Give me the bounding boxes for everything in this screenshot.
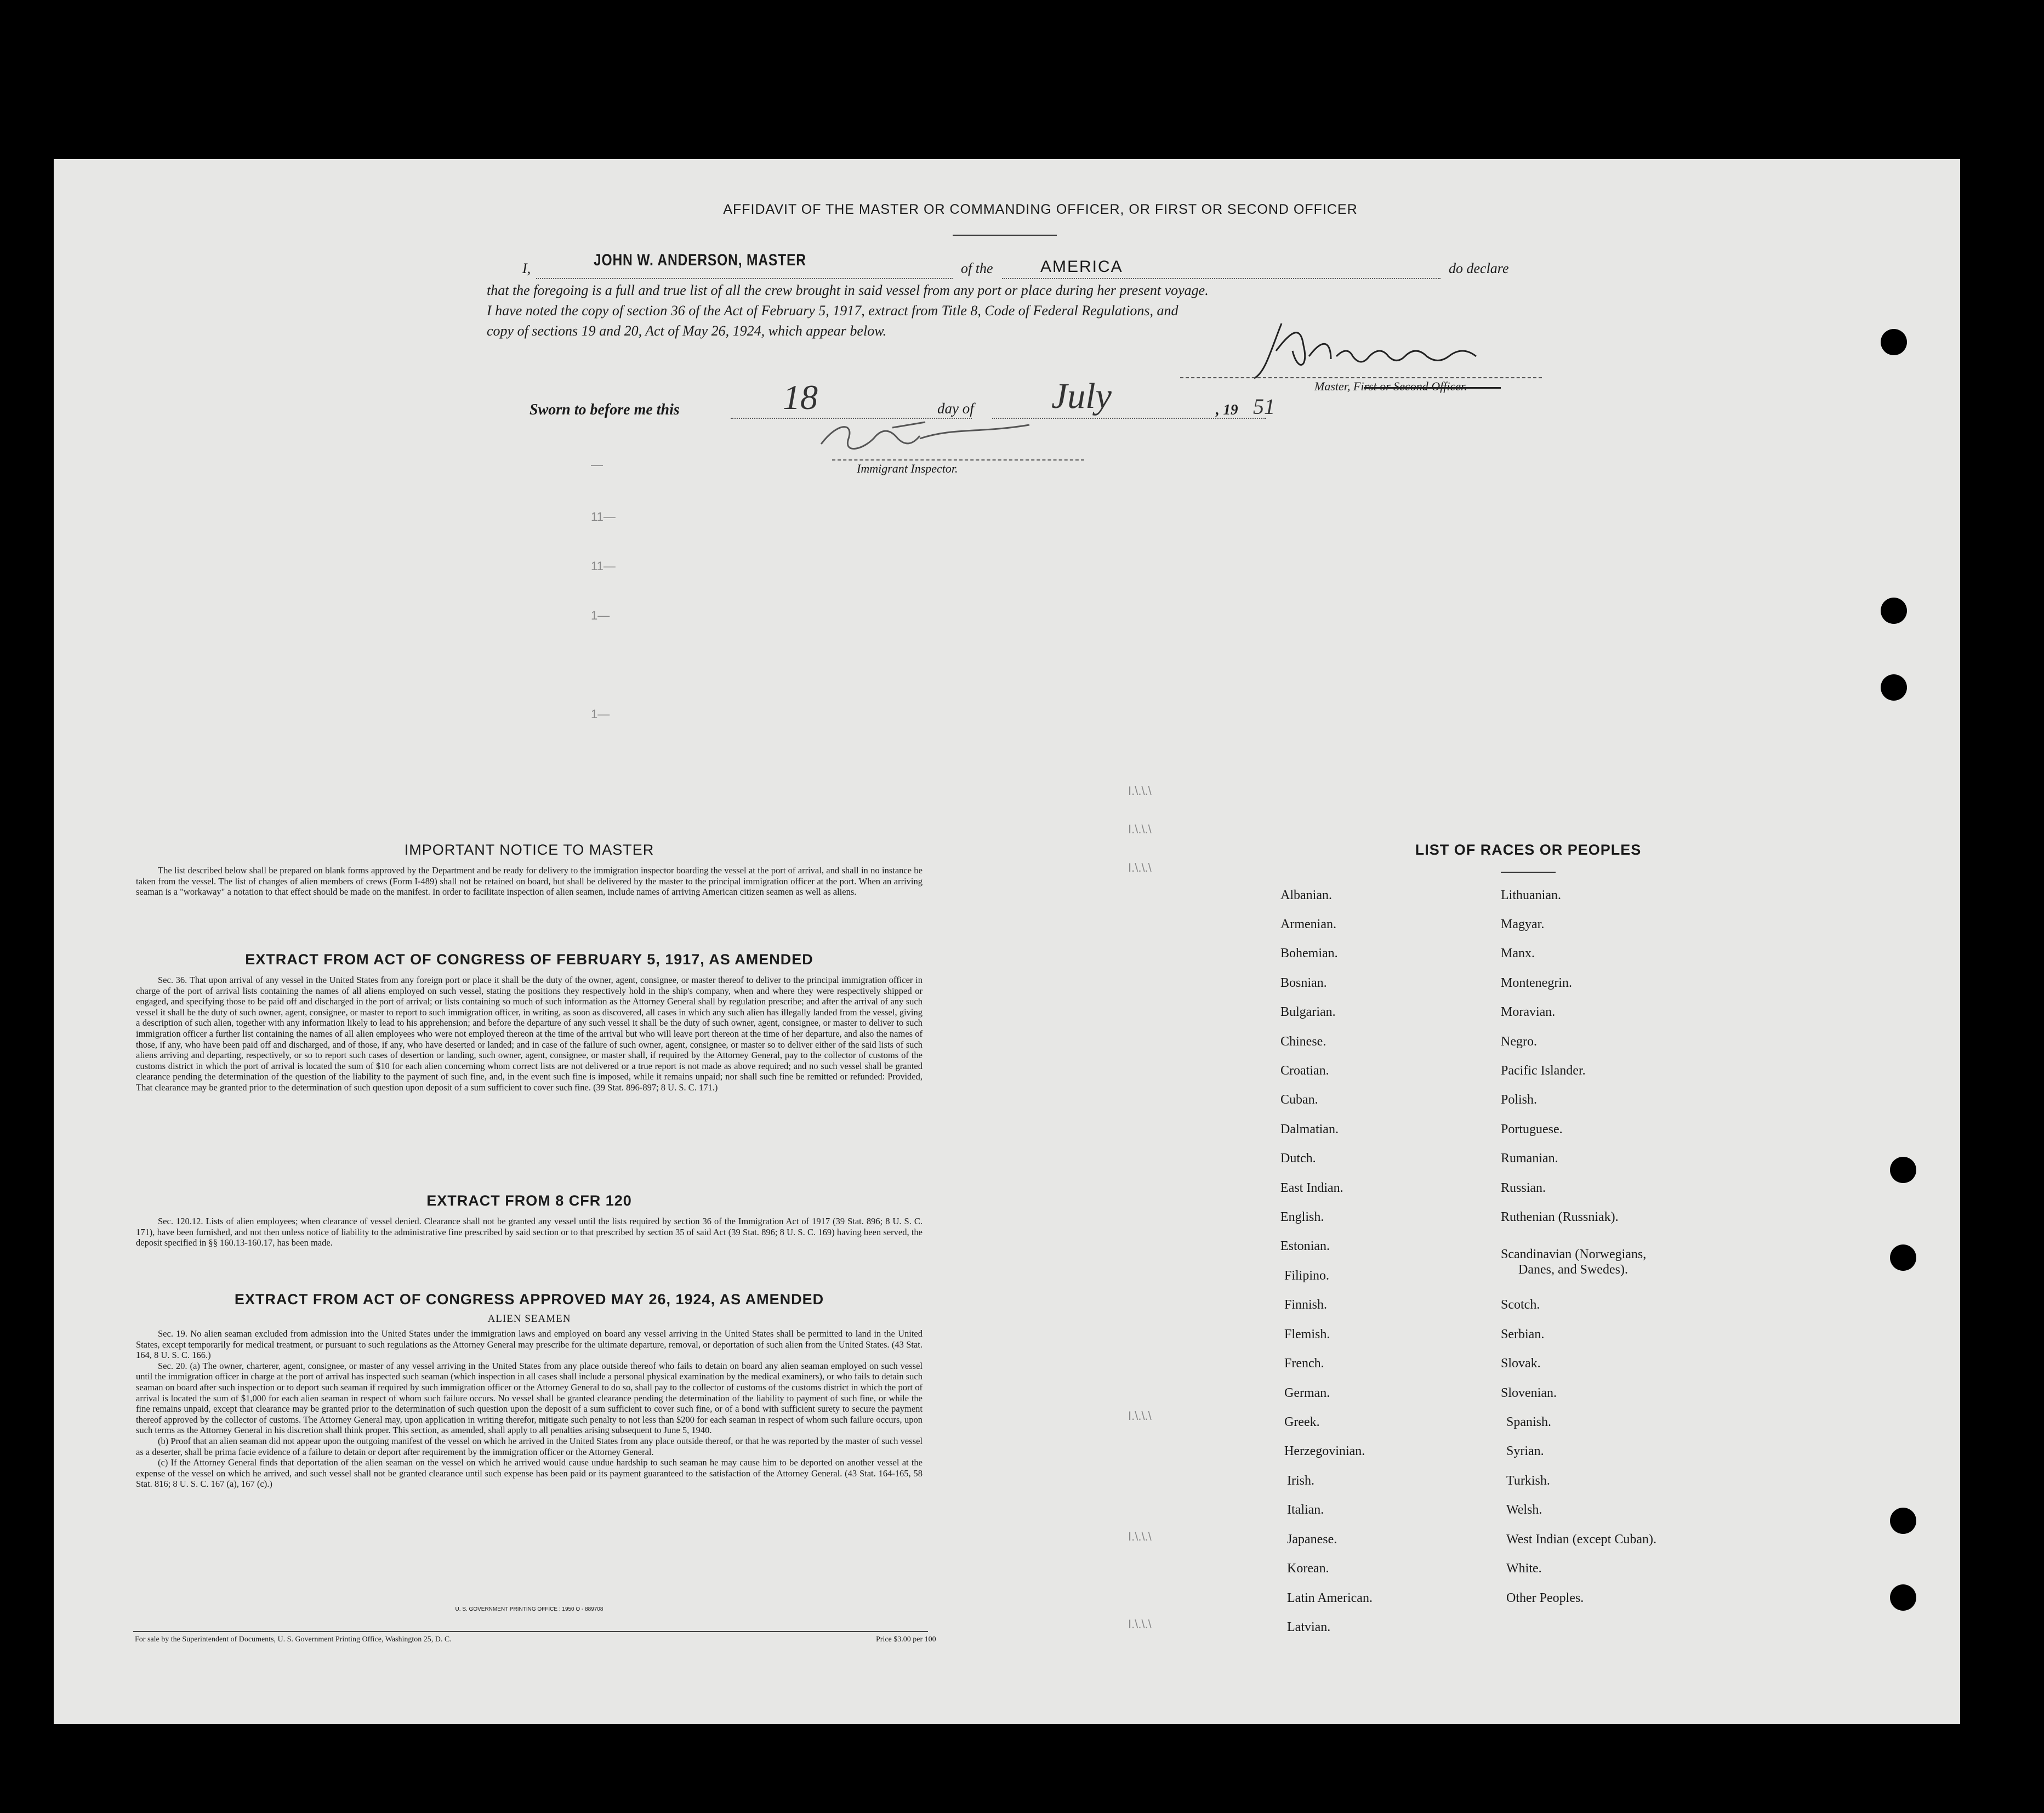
race-item: Slovak. bbox=[1501, 1356, 1541, 1371]
section-36-paragraph: Sec. 36. That upon arrival of any vessel in the United States from any foreign port or place it shall be the duty of the owner, agent, consignee, or master thereof to deliver to the principal immigration officer in charge of the port of arrival lists containing the names of all aliens employed on such vessel, stating the positions they respectively hold in the ship's company, when and where they were respectively shipped or engaged, and specifying those to be paid off and discharged in the port of arrival; or lists containing so much of such information as the Attorney General shall by regulation prescribe; and after the arrival of any such vessel it shall be the duty of such owner, agent, consignee, or master to report to such immigration officer, in writing, as soon as discovered, all cases in which any such alien has illegally landed from the vessel, giving a description of such alien, together with any information likely to lead to his apprehension; and before the departure of any such vessel it shall be the duty of such owner, agent, consignee, or master to deliver to such immigration officer a further list containing the names of all alien employees who were not employed thereon at the time of the arrival but who will leave port thereon at the time of her departure, and also the names of those, if any, who have been paid off and discharged, and of those, if any, who have deserted or landed; and in case of the failure of such owner, agent, consignee, or master so to deliver either of the said lists of such aliens arriving and departing, respectively, or so to report such cases of desertion or landing, such owner, agent, consignee, or master shall, if required by the Attorney General, pay to the collector of customs of the customs district in which the port of arrival is located the sum of $10 for each alien concerning whom correct lists are not delivered or a true report is not made as above required; and no such vessel shall be granted clearance pending the determination of the question of the liability to the payment of such fine, and, in the event such fine is imposed, while it remains unpaid; nor shall such fine be remitted or refunded: Provided, That clearance may be granted prior to the determination of such question upon deposit of a sum sufficient to cover such fine. (39 Stat. 896-897; 8 U. S. C. 171.) bbox=[136, 975, 923, 1093]
race-item: Bohemian. bbox=[1280, 946, 1338, 961]
notice-heading: IMPORTANT NOTICE TO MASTER bbox=[404, 842, 654, 858]
day-of-label: day of bbox=[937, 400, 974, 417]
race-item: Serbian. bbox=[1501, 1327, 1545, 1342]
race-item: Irish. bbox=[1287, 1474, 1314, 1488]
master-name: JOHN W. ANDERSON, MASTER bbox=[594, 251, 806, 269]
race-item: French. bbox=[1284, 1356, 1324, 1371]
sworn-month: July bbox=[1051, 376, 1112, 416]
extract-cfr-text bbox=[136, 1216, 923, 1248]
vessel-name-line bbox=[1002, 278, 1441, 279]
race-item: Bulgarian. bbox=[1280, 1005, 1336, 1019]
race-item: Scandinavian (Norwegians, bbox=[1501, 1247, 1647, 1261]
binder-hole bbox=[1890, 1244, 1916, 1271]
year-prefix: , 19 bbox=[1216, 401, 1238, 418]
notice-paragraph: The list described below shall be prepared on blank forms approved by the Department and be ready for delivery to the immigration inspector boarding the vessel at the port of arrival, and shall in no instance be taken from the vessel. The list of changes of alien members of crews (Form I-489) shall not be retained on board, but shall be delivered by the master to the principal immigration officer at the port. When an arriving seaman is a "workaway" a notation to that effect should be made on the manifest. In order to facilitate inspection of alien seamen, include names of arriving American citizen seamen as well as aliens. bbox=[136, 865, 923, 897]
race-item: Manx. bbox=[1501, 946, 1535, 961]
binder-hole bbox=[1890, 1584, 1916, 1611]
inspector-caption: Immigrant Inspector. bbox=[857, 462, 958, 475]
affidavit-title: AFFIDAVIT OF THE MASTER OR COMMANDING OFFICER, OR FIRST OR SECOND OFFICER bbox=[723, 202, 1358, 217]
race-item: East Indian. bbox=[1280, 1181, 1343, 1195]
gpo-line: U. S. GOVERNMENT PRINTING OFFICE : 1950 O - 889708 bbox=[455, 1606, 603, 1612]
race-item: Rumanian. bbox=[1501, 1151, 1558, 1166]
race-item: Negro. bbox=[1501, 1035, 1537, 1049]
race-item: Japanese. bbox=[1287, 1532, 1337, 1547]
extract-1917-heading: EXTRACT FROM ACT OF CONGRESS OF FEBRUARY 5, 1917, AS AMENDED bbox=[245, 951, 813, 968]
inspector-line bbox=[832, 459, 1084, 461]
strike-through bbox=[1364, 387, 1501, 389]
race-item: Montenegrin. bbox=[1501, 976, 1572, 990]
race-item: Portuguese. bbox=[1501, 1122, 1563, 1136]
do-declare-label: do declare bbox=[1449, 260, 1509, 276]
footer-left: For sale by the Superintendent of Documents, U. S. Government Printing Office, Washington 25, D. C. bbox=[135, 1635, 452, 1644]
race-item: Croatian. bbox=[1280, 1064, 1329, 1078]
section-19-paragraph: Sec. 19. No alien seaman excluded from admission into the United States under the immigration laws and employed on board any vessel arriving in the United States shall be permitted to land in the United States, except temporarily for medical treatment, or pursuant to such regulations as the Attorney General may prescribe for the ultimate departure, removal, or deportation of such alien from the United States. (43 Stat. 164, 8 U. S. C. 166.) bbox=[136, 1328, 923, 1361]
bleed-through-mark: 1— bbox=[591, 609, 610, 622]
signature-line bbox=[1180, 377, 1542, 378]
race-item: Turkish. bbox=[1506, 1474, 1550, 1488]
race-item: Flemish. bbox=[1284, 1327, 1330, 1342]
binder-hole bbox=[1881, 329, 1907, 355]
section-20c-paragraph: (c) If the Attorney General finds that deportation of the alien seaman on the vessel on which he arrived would cause undue hardship to such seaman he may cause him to be deported on another vessel at the expense of the vessel on which he arrived, and such vessel shall not be granted clearance until such expense has been paid or its payment guaranteed to the satisfaction of the Attorney General. (43 Stat. 164-165, 58 Stat. 816; 8 U. S. C. 167 (a), 167 (c).) bbox=[136, 1457, 923, 1490]
affidavit-line-4: copy of sections 19 and 20, Act of May 26, 1924, which appear below. bbox=[487, 323, 887, 339]
alien-seamen-subheading: ALIEN SEAMEN bbox=[487, 1313, 571, 1325]
extract-1924-text bbox=[136, 1328, 923, 1490]
race-item: Welsh. bbox=[1506, 1503, 1542, 1517]
extract-cfr-heading: EXTRACT FROM 8 CFR 120 bbox=[426, 1192, 632, 1209]
title-rule bbox=[953, 235, 1057, 236]
binder-hole bbox=[1881, 598, 1907, 624]
race-item: Latin American. bbox=[1287, 1591, 1373, 1605]
section-20a-paragraph: Sec. 20. (a) The owner, charterer, agent, consignee, or master of any vessel arriving in the United States from any place outside thereof who fails to detain on board any alien seaman employed on such vessel until the immigration officer in charge at the port of arrival has inspected such seaman (which inspection in all cases shall include a personal physical examination by the medical examiners), or who fails to detain such seaman on board after such inspection or to deport such seaman if required by such immigration officer or the Attorney General to do so, shall pay to the collector of customs of the customs district in which the port of arrival is located the sum of $1,000 for each alien seaman in respect of whom such failure occurs. No vessel shall be granted clearance pending the determination of the liability to payment of such fine, or while the fine remains unpaid, except that clearance may be granted prior to the determination of such question upon the deposit of a sum sufficient to cover such fine, or of a bond with sufficient surety to secure the payment thereof approved by the collector of customs. The Attorney General may, upon application in writing therefor, mitigate such penalty to not less than $200 for each seaman in respect of whom such failure occurs, upon such terms as the Attorney General in his discretion shall think proper. This section, as amended, shall apply to all penalties arising subsequent to June 5, 1940. bbox=[136, 1360, 923, 1436]
bleed-through-mark: 1— bbox=[591, 707, 610, 721]
race-item: Greek. bbox=[1284, 1415, 1320, 1429]
race-item: West Indian (except Cuban). bbox=[1506, 1532, 1656, 1547]
race-item: Latvian. bbox=[1287, 1620, 1331, 1634]
binder-hole bbox=[1890, 1157, 1916, 1183]
inspector-signature bbox=[810, 411, 1040, 461]
race-item: Italian. bbox=[1287, 1503, 1324, 1517]
race-item: Finnish. bbox=[1284, 1298, 1328, 1312]
affidavit-line-3: I have noted the copy of section 36 of the Act of February 5, 1917, extract from Title 8, Code of Federal Regulations, and bbox=[487, 303, 1178, 319]
bleed-through-mark: I.\.\.\ bbox=[1128, 822, 1152, 836]
race-item: Pacific Islander. bbox=[1501, 1064, 1586, 1078]
signer-caption: Master, First or Second Officer. bbox=[1314, 379, 1467, 393]
race-item: English. bbox=[1280, 1210, 1324, 1224]
section-20b-paragraph: (b) Proof that an alien seaman did not appear upon the outgoing manifest of the vessel on which he arrived in the United States from any place outside thereof, or that he was reported by the master of such vessel as a deserter, shall be prima facie evidence of a failure to detain or deport after requirement by the immigration officer or the Attorney General. bbox=[136, 1435, 923, 1457]
bleed-through-mark: I.\.\.\ bbox=[1128, 1409, 1152, 1423]
race-item: Syrian. bbox=[1506, 1444, 1544, 1458]
race-item: Polish. bbox=[1501, 1093, 1538, 1107]
extract-1917-text bbox=[136, 975, 923, 1093]
of-the-label: of the bbox=[961, 260, 993, 276]
race-item: Dalmatian. bbox=[1280, 1122, 1339, 1136]
master-signature bbox=[1249, 318, 1567, 389]
extract-1924-heading: EXTRACT FROM ACT OF CONGRESS APPROVED MAY 26, 1924, AS AMENDED bbox=[234, 1291, 824, 1308]
race-item: Ruthenian (Russniak). bbox=[1501, 1210, 1619, 1224]
race-item: Herzegovinian. bbox=[1284, 1444, 1365, 1458]
races-heading: LIST OF RACES OR PEOPLES bbox=[1415, 842, 1642, 858]
race-item: Filipino. bbox=[1284, 1269, 1330, 1283]
race-item: Slovenian. bbox=[1501, 1386, 1557, 1400]
race-item: Bosnian. bbox=[1280, 976, 1327, 990]
race-item: Lithuanian. bbox=[1501, 888, 1561, 902]
affidavit-line-2: that the foregoing is a full and true list of all the crew brought in said vessel from any port or place during her present voyage. bbox=[487, 282, 1209, 298]
binder-hole bbox=[1890, 1508, 1916, 1534]
race-item: Russian. bbox=[1501, 1181, 1546, 1195]
bleed-through-mark: I.\.\.\ bbox=[1128, 1617, 1152, 1631]
i-label: I, bbox=[522, 260, 531, 276]
footer-rule bbox=[133, 1631, 928, 1632]
race-item: Albanian. bbox=[1280, 888, 1332, 902]
races-heading-rule bbox=[1501, 872, 1556, 873]
sworn-label: Sworn to before me this bbox=[529, 401, 680, 418]
year-suffix: 51 bbox=[1253, 394, 1275, 419]
race-item: Korean. bbox=[1287, 1561, 1329, 1576]
race-item: White. bbox=[1506, 1561, 1542, 1576]
master-name-line bbox=[536, 278, 953, 279]
race-item: Moravian. bbox=[1501, 1005, 1556, 1019]
notice-text bbox=[136, 865, 923, 897]
race-item: German. bbox=[1284, 1386, 1330, 1400]
race-item: Cuban. bbox=[1280, 1093, 1318, 1107]
race-item: Spanish. bbox=[1506, 1415, 1552, 1429]
race-item: Scotch. bbox=[1501, 1298, 1540, 1312]
race-item: Dutch. bbox=[1280, 1151, 1316, 1166]
race-item: Chinese. bbox=[1280, 1035, 1326, 1049]
bleed-through-mark: 11— bbox=[591, 510, 616, 524]
race-item: Armenian. bbox=[1280, 917, 1336, 931]
section-120-12-paragraph: Sec. 120.12. Lists of alien employees; when clearance of vessel denied. Clearance shall not be granted any vessel until the lists required by section 36 of the Immigration Act of 1917 (39 Stat. 896; 8 U. S. C. 171), have been furnished, and not then unless notice of liability to the administrative fine prescribed by said section or to that prescribed by section 35 of said Act (39 Stat. 896; 8 U. S. C. 169) having been served, the deposit specified in §§ 160.13-160.17, has been made. bbox=[136, 1216, 923, 1248]
binder-hole bbox=[1881, 674, 1907, 701]
race-item: Other Peoples. bbox=[1506, 1591, 1584, 1605]
footer-right: Price $3.00 per 100 bbox=[876, 1635, 936, 1644]
race-item: Estonian. bbox=[1280, 1239, 1330, 1253]
bleed-through-mark: — bbox=[591, 458, 603, 471]
vessel-name: AMERICA bbox=[1040, 258, 1123, 276]
race-item: Magyar. bbox=[1501, 917, 1545, 931]
bleed-through-mark: I.\.\.\ bbox=[1128, 784, 1152, 798]
document-page bbox=[54, 159, 1960, 1724]
bleed-through-mark: 11— bbox=[591, 559, 616, 573]
race-item: Danes, and Swedes). bbox=[1518, 1263, 1628, 1277]
bleed-through-mark: I.\.\.\ bbox=[1128, 1530, 1152, 1543]
sworn-day: 18 bbox=[783, 378, 818, 417]
bleed-through-mark: I.\.\.\ bbox=[1128, 861, 1152, 874]
